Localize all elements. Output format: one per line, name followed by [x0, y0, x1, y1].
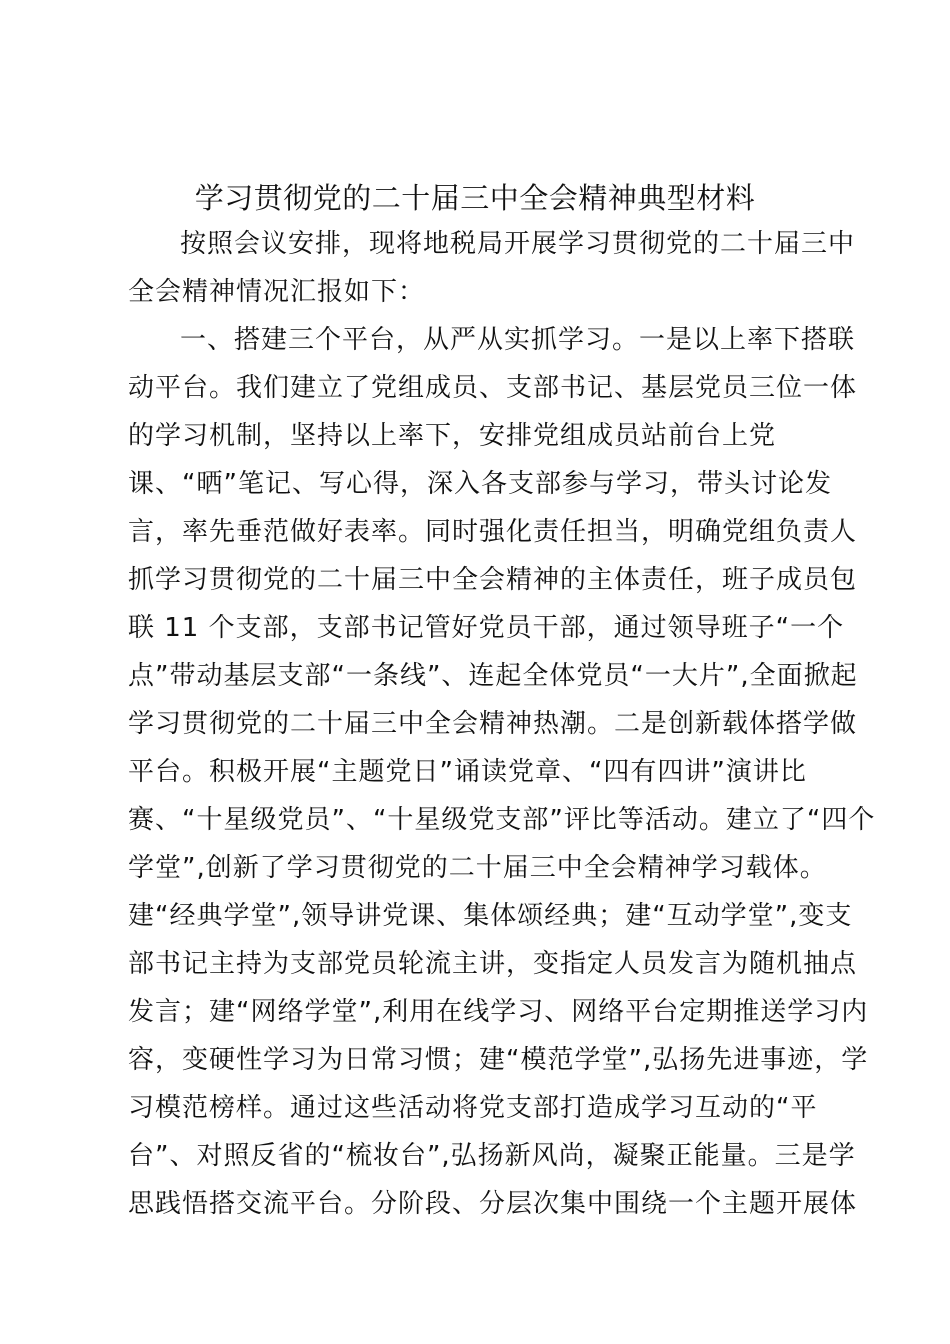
body-line: 习模范榜样。通过这些活动将党支部打造成学习互动的“平: [128, 1093, 818, 1123]
body-line: 赛、“十星级党员”、“十星级党支部”评比等活动。建立了“四个: [128, 805, 876, 835]
body-line: 点”带动基层支部“一条线”、连起全体党员“一大片”,全面掀起: [128, 661, 858, 691]
body-line: 学习贯彻党的二十届三中全会精神热潮。二是创新载体搭学做: [128, 709, 858, 739]
body-line: 思践悟搭交流平台。分阶段、分层次集中围绕一个主题开展体: [128, 1189, 858, 1219]
body-line: 按照会议安排，现将地税局开展学习贯彻党的二十届三中: [180, 229, 856, 259]
body-line: 全会精神情况汇报如下：: [128, 277, 426, 307]
document-title: 学习贯彻党的二十届三中全会精神典型材料: [194, 181, 756, 215]
body-line: 学堂”,创新了学习贯彻党的二十届三中全会精神学习载体。: [128, 853, 827, 883]
body-line: 联 11 个支部，支部书记管好党员干部，通过领导班子“一个: [128, 613, 845, 643]
body-line: 建“经典学堂”,领导讲党课、集体颂经典；建“互动学堂”,变支: [128, 901, 853, 931]
body-line: 部书记主持为支部党员轮流主讲，变指定人员发言为随机抽点: [128, 949, 858, 979]
body-line: 抓学习贯彻党的二十届三中全会精神的主体责任，班子成员包: [128, 565, 858, 595]
body-line: 容，变硬性学习为日常习惯；建“模范学堂”,弘扬先进事迹，学: [128, 1045, 869, 1075]
body-line: 动平台。我们建立了党组成员、支部书记、基层党员三位一体: [128, 373, 858, 403]
body-line: 课、“晒”笔记、写心得，深入各支部参与学习，带头讨论发: [128, 469, 832, 499]
body-line: 台”、对照反省的“梳妆台”,弘扬新风尚，凝聚正能量。三是学: [128, 1141, 856, 1171]
body-line: 的学习机制，坚持以上率下，安排党组成员站前台上党: [128, 421, 777, 451]
body-line: 一、搭建三个平台，从严从实抓学习。一是以上率下搭联: [180, 325, 856, 355]
body-line: 平台。积极开展“主题党日”诵读党章、“四有四讲”演讲比: [128, 757, 807, 787]
body-line: 言，率先垂范做好表率。同时强化责任担当，明确党组负责人: [128, 517, 858, 547]
body-line: 发言；建“网络学堂”,利用在线学习、网络平台定期推送学习内: [128, 997, 869, 1027]
